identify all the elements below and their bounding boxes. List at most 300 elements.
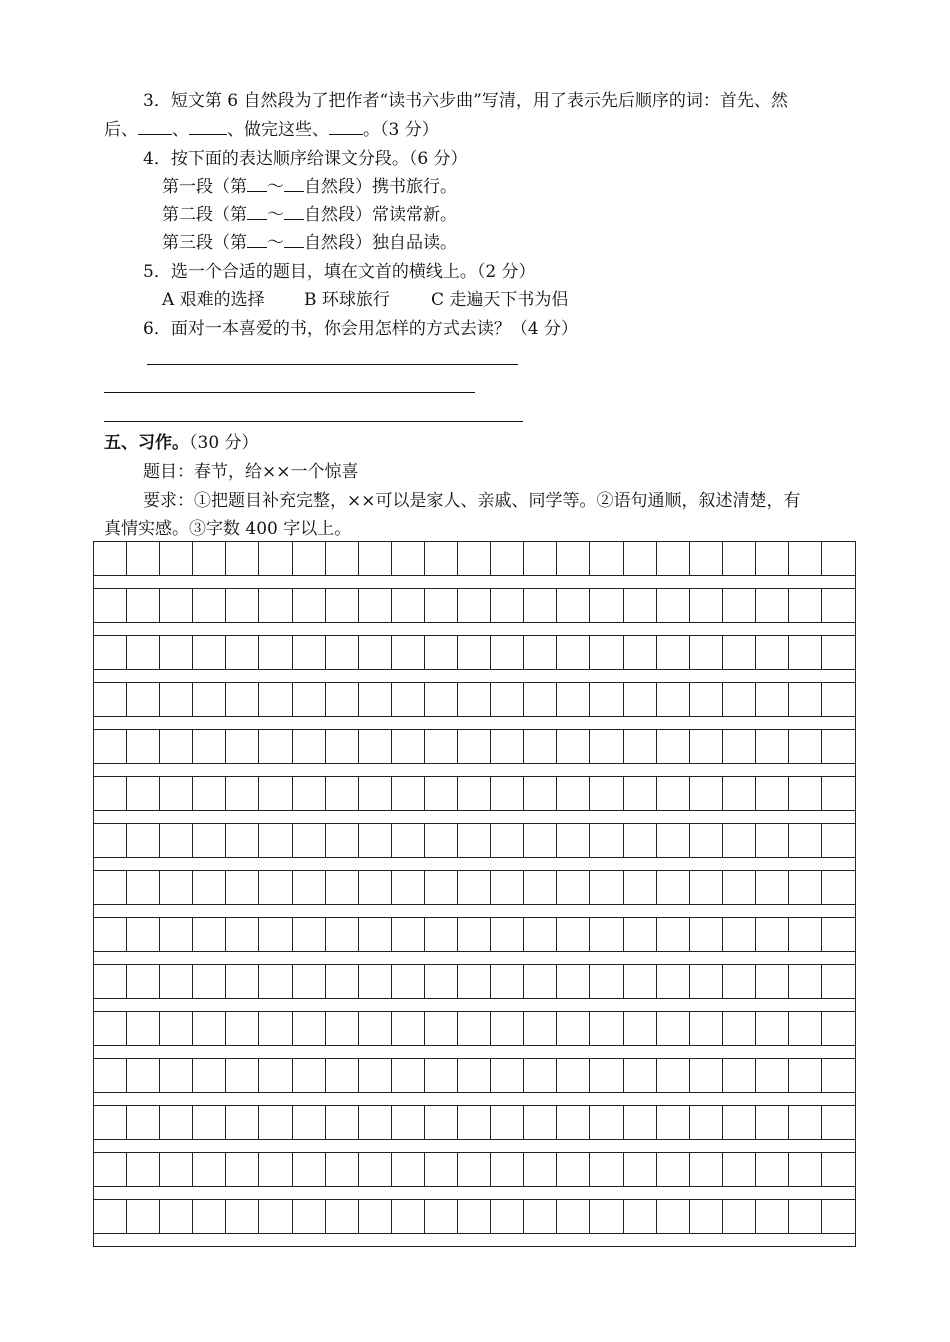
grid-cell[interactable]: [491, 965, 524, 998]
grid-cell[interactable]: [94, 683, 127, 716]
grid-cell[interactable]: [160, 871, 193, 904]
grid-cell[interactable]: [723, 824, 756, 857]
grid-cell[interactable]: [822, 589, 855, 622]
grid-cell[interactable]: [624, 824, 657, 857]
grid-cell[interactable]: [756, 1153, 789, 1186]
grid-cell[interactable]: [259, 824, 292, 857]
grid-cell[interactable]: [624, 730, 657, 763]
grid-cell[interactable]: [624, 636, 657, 669]
grid-cell[interactable]: [822, 1106, 855, 1139]
grid-cell[interactable]: [557, 918, 590, 951]
q3-blank-1[interactable]: [138, 120, 172, 135]
grid-cell[interactable]: [392, 871, 425, 904]
grid-cell[interactable]: [293, 871, 326, 904]
grid-cell[interactable]: [590, 730, 623, 763]
grid-cell[interactable]: [193, 1153, 226, 1186]
grid-cell[interactable]: [226, 777, 259, 810]
grid-cell[interactable]: [425, 871, 458, 904]
grid-cell[interactable]: [590, 542, 623, 575]
grid-cell[interactable]: [657, 1012, 690, 1045]
q4-seg2-blank-start[interactable]: [247, 205, 267, 220]
grid-cell[interactable]: [690, 871, 723, 904]
grid-cell[interactable]: [458, 1200, 491, 1233]
grid-cell[interactable]: [226, 824, 259, 857]
grid-cell[interactable]: [690, 1200, 723, 1233]
grid-cell[interactable]: [756, 871, 789, 904]
grid-cell[interactable]: [590, 589, 623, 622]
grid-cell[interactable]: [293, 683, 326, 716]
grid-cell[interactable]: [293, 1012, 326, 1045]
grid-cell[interactable]: [822, 918, 855, 951]
grid-cell[interactable]: [160, 824, 193, 857]
grid-cell[interactable]: [723, 1106, 756, 1139]
grid-cell[interactable]: [624, 683, 657, 716]
grid-cell[interactable]: [756, 589, 789, 622]
grid-cell[interactable]: [590, 777, 623, 810]
grid-cell[interactable]: [259, 542, 292, 575]
grid-cell[interactable]: [491, 1106, 524, 1139]
grid-cell[interactable]: [94, 589, 127, 622]
grid-cell[interactable]: [491, 636, 524, 669]
grid-cell[interactable]: [359, 1153, 392, 1186]
grid-cell[interactable]: [193, 636, 226, 669]
q5-option-a[interactable]: A 艰难的选择: [162, 290, 265, 310]
grid-cell[interactable]: [193, 965, 226, 998]
grid-cell[interactable]: [226, 589, 259, 622]
grid-cell[interactable]: [690, 1012, 723, 1045]
grid-cell[interactable]: [690, 636, 723, 669]
q4-seg2-blank-end[interactable]: [284, 205, 304, 220]
grid-cell[interactable]: [193, 918, 226, 951]
grid-cell[interactable]: [359, 918, 392, 951]
grid-cell[interactable]: [822, 636, 855, 669]
grid-cell[interactable]: [690, 1153, 723, 1186]
grid-cell[interactable]: [359, 777, 392, 810]
grid-cell[interactable]: [789, 1059, 822, 1092]
grid-cell[interactable]: [657, 965, 690, 998]
grid-cell[interactable]: [690, 1059, 723, 1092]
grid-cell[interactable]: [756, 1012, 789, 1045]
grid-cell[interactable]: [193, 1012, 226, 1045]
grid-cell[interactable]: [326, 1200, 359, 1233]
grid-cell[interactable]: [524, 542, 557, 575]
grid-cell[interactable]: [789, 1106, 822, 1139]
grid-cell[interactable]: [590, 1200, 623, 1233]
grid-cell[interactable]: [822, 871, 855, 904]
grid-cell[interactable]: [425, 1012, 458, 1045]
grid-cell[interactable]: [94, 1153, 127, 1186]
grid-cell[interactable]: [293, 918, 326, 951]
grid-cell[interactable]: [193, 1200, 226, 1233]
grid-cell[interactable]: [590, 824, 623, 857]
grid-cell[interactable]: [326, 683, 359, 716]
grid-cell[interactable]: [491, 777, 524, 810]
grid-cell[interactable]: [259, 965, 292, 998]
grid-cell[interactable]: [359, 1200, 392, 1233]
grid-cell[interactable]: [690, 918, 723, 951]
grid-cell[interactable]: [458, 965, 491, 998]
grid-cell[interactable]: [624, 1106, 657, 1139]
grid-cell[interactable]: [193, 542, 226, 575]
grid-cell[interactable]: [458, 683, 491, 716]
grid-cell[interactable]: [624, 1012, 657, 1045]
grid-cell[interactable]: [624, 1153, 657, 1186]
grid-cell[interactable]: [127, 965, 160, 998]
grid-cell[interactable]: [590, 1106, 623, 1139]
grid-cell[interactable]: [392, 683, 425, 716]
grid-cell[interactable]: [127, 683, 160, 716]
grid-cell[interactable]: [557, 1012, 590, 1045]
grid-cell[interactable]: [723, 542, 756, 575]
grid-cell[interactable]: [690, 824, 723, 857]
grid-cell[interactable]: [94, 1012, 127, 1045]
q4-seg3-blank-end[interactable]: [284, 233, 304, 248]
grid-cell[interactable]: [160, 730, 193, 763]
grid-cell[interactable]: [524, 1153, 557, 1186]
grid-cell[interactable]: [226, 730, 259, 763]
writing-grid[interactable]: [93, 541, 856, 1247]
grid-cell[interactable]: [359, 824, 392, 857]
grid-cell[interactable]: [491, 918, 524, 951]
grid-cell[interactable]: [491, 824, 524, 857]
grid-cell[interactable]: [94, 871, 127, 904]
grid-cell[interactable]: [624, 871, 657, 904]
grid-cell[interactable]: [524, 871, 557, 904]
grid-cell[interactable]: [557, 683, 590, 716]
grid-cell[interactable]: [690, 965, 723, 998]
grid-cell[interactable]: [491, 871, 524, 904]
grid-cell[interactable]: [127, 824, 160, 857]
grid-cell[interactable]: [723, 636, 756, 669]
grid-cell[interactable]: [193, 1059, 226, 1092]
grid-cell[interactable]: [127, 1153, 160, 1186]
grid-cell[interactable]: [392, 918, 425, 951]
grid-cell[interactable]: [590, 871, 623, 904]
grid-cell[interactable]: [624, 777, 657, 810]
grid-cell[interactable]: [723, 1012, 756, 1045]
grid-cell[interactable]: [690, 683, 723, 716]
grid-cell[interactable]: [690, 730, 723, 763]
grid-cell[interactable]: [624, 1200, 657, 1233]
grid-cell[interactable]: [226, 1153, 259, 1186]
grid-cell[interactable]: [657, 871, 690, 904]
grid-cell[interactable]: [94, 965, 127, 998]
grid-cell[interactable]: [590, 683, 623, 716]
grid-cell[interactable]: [359, 1106, 392, 1139]
grid-cell[interactable]: [425, 824, 458, 857]
q5-option-b[interactable]: B 环球旅行: [304, 290, 390, 310]
grid-cell[interactable]: [789, 918, 822, 951]
grid-cell[interactable]: [557, 589, 590, 622]
grid-cell[interactable]: [359, 871, 392, 904]
grid-cell[interactable]: [557, 1153, 590, 1186]
grid-cell[interactable]: [359, 636, 392, 669]
grid-cell[interactable]: [657, 730, 690, 763]
grid-cell[interactable]: [392, 636, 425, 669]
grid-cell[interactable]: [94, 1106, 127, 1139]
grid-cell[interactable]: [624, 1059, 657, 1092]
grid-cell[interactable]: [127, 1012, 160, 1045]
grid-cell[interactable]: [425, 636, 458, 669]
grid-cell[interactable]: [160, 683, 193, 716]
grid-cell[interactable]: [458, 1153, 491, 1186]
grid-cell[interactable]: [259, 871, 292, 904]
grid-cell[interactable]: [557, 542, 590, 575]
grid-cell[interactable]: [756, 1106, 789, 1139]
grid-cell[interactable]: [524, 1200, 557, 1233]
grid-cell[interactable]: [491, 542, 524, 575]
grid-cell[interactable]: [259, 777, 292, 810]
grid-cell[interactable]: [259, 1059, 292, 1092]
grid-cell[interactable]: [491, 1059, 524, 1092]
grid-cell[interactable]: [326, 589, 359, 622]
grid-cell[interactable]: [822, 1012, 855, 1045]
grid-cell[interactable]: [326, 965, 359, 998]
grid-cell[interactable]: [392, 1153, 425, 1186]
grid-cell[interactable]: [590, 1012, 623, 1045]
grid-cell[interactable]: [392, 1106, 425, 1139]
grid-cell[interactable]: [226, 1200, 259, 1233]
grid-cell[interactable]: [94, 777, 127, 810]
grid-cell[interactable]: [789, 871, 822, 904]
grid-cell[interactable]: [127, 589, 160, 622]
grid-cell[interactable]: [259, 1106, 292, 1139]
grid-cell[interactable]: [590, 918, 623, 951]
grid-cell[interactable]: [425, 683, 458, 716]
grid-cell[interactable]: [293, 589, 326, 622]
grid-cell[interactable]: [94, 1059, 127, 1092]
grid-cell[interactable]: [524, 965, 557, 998]
grid-cell[interactable]: [723, 1153, 756, 1186]
grid-cell[interactable]: [624, 542, 657, 575]
grid-cell[interactable]: [259, 1153, 292, 1186]
grid-cell[interactable]: [160, 918, 193, 951]
grid-cell[interactable]: [226, 965, 259, 998]
grid-cell[interactable]: [293, 636, 326, 669]
grid-cell[interactable]: [127, 542, 160, 575]
grid-cell[interactable]: [425, 542, 458, 575]
grid-cell[interactable]: [94, 1200, 127, 1233]
grid-cell[interactable]: [491, 1153, 524, 1186]
grid-cell[interactable]: [392, 730, 425, 763]
grid-cell[interactable]: [293, 965, 326, 998]
grid-cell[interactable]: [127, 918, 160, 951]
grid-cell[interactable]: [425, 1059, 458, 1092]
grid-cell[interactable]: [226, 1012, 259, 1045]
grid-cell[interactable]: [259, 636, 292, 669]
grid-cell[interactable]: [392, 1200, 425, 1233]
grid-cell[interactable]: [127, 1059, 160, 1092]
grid-cell[interactable]: [127, 777, 160, 810]
grid-cell[interactable]: [160, 1200, 193, 1233]
grid-cell[interactable]: [789, 636, 822, 669]
grid-cell[interactable]: [160, 777, 193, 810]
grid-cell[interactable]: [524, 1012, 557, 1045]
grid-cell[interactable]: [524, 918, 557, 951]
q6-answer-line-2[interactable]: [104, 392, 475, 393]
grid-cell[interactable]: [756, 636, 789, 669]
grid-cell[interactable]: [293, 824, 326, 857]
grid-cell[interactable]: [425, 1106, 458, 1139]
grid-cell[interactable]: [127, 730, 160, 763]
grid-cell[interactable]: [690, 777, 723, 810]
grid-cell[interactable]: [259, 730, 292, 763]
grid-cell[interactable]: [789, 683, 822, 716]
grid-cell[interactable]: [326, 1153, 359, 1186]
grid-cell[interactable]: [822, 1059, 855, 1092]
grid-cell[interactable]: [723, 589, 756, 622]
grid-cell[interactable]: [425, 918, 458, 951]
grid-cell[interactable]: [458, 777, 491, 810]
grid-cell[interactable]: [226, 1106, 259, 1139]
grid-cell[interactable]: [557, 730, 590, 763]
grid-cell[interactable]: [822, 730, 855, 763]
grid-cell[interactable]: [259, 683, 292, 716]
grid-cell[interactable]: [723, 730, 756, 763]
grid-cell[interactable]: [259, 1012, 292, 1045]
grid-cell[interactable]: [624, 965, 657, 998]
grid-cell[interactable]: [657, 1059, 690, 1092]
grid-cell[interactable]: [193, 589, 226, 622]
grid-cell[interactable]: [657, 636, 690, 669]
grid-cell[interactable]: [557, 636, 590, 669]
grid-cell[interactable]: [723, 918, 756, 951]
grid-cell[interactable]: [756, 824, 789, 857]
grid-cell[interactable]: [94, 730, 127, 763]
grid-cell[interactable]: [259, 1200, 292, 1233]
grid-cell[interactable]: [359, 1059, 392, 1092]
grid-cell[interactable]: [756, 542, 789, 575]
grid-cell[interactable]: [657, 683, 690, 716]
grid-cell[interactable]: [193, 777, 226, 810]
grid-cell[interactable]: [458, 1059, 491, 1092]
grid-cell[interactable]: [458, 589, 491, 622]
grid-cell[interactable]: [822, 965, 855, 998]
grid-cell[interactable]: [160, 1012, 193, 1045]
grid-cell[interactable]: [822, 777, 855, 810]
grid-cell[interactable]: [326, 542, 359, 575]
grid-cell[interactable]: [226, 683, 259, 716]
grid-cell[interactable]: [723, 683, 756, 716]
grid-cell[interactable]: [392, 965, 425, 998]
grid-cell[interactable]: [359, 1012, 392, 1045]
grid-cell[interactable]: [789, 1200, 822, 1233]
q6-answer-line-1[interactable]: [147, 364, 518, 365]
grid-cell[interactable]: [657, 589, 690, 622]
grid-cell[interactable]: [690, 1106, 723, 1139]
grid-cell[interactable]: [359, 730, 392, 763]
grid-cell[interactable]: [293, 1059, 326, 1092]
grid-cell[interactable]: [458, 824, 491, 857]
grid-cell[interactable]: [193, 824, 226, 857]
grid-cell[interactable]: [425, 589, 458, 622]
grid-cell[interactable]: [789, 1012, 822, 1045]
grid-cell[interactable]: [822, 1200, 855, 1233]
grid-cell[interactable]: [359, 965, 392, 998]
grid-cell[interactable]: [624, 589, 657, 622]
grid-cell[interactable]: [392, 589, 425, 622]
grid-cell[interactable]: [458, 730, 491, 763]
grid-cell[interactable]: [491, 1012, 524, 1045]
grid-cell[interactable]: [392, 1012, 425, 1045]
grid-cell[interactable]: [723, 777, 756, 810]
grid-cell[interactable]: [789, 965, 822, 998]
grid-cell[interactable]: [590, 1153, 623, 1186]
q4-seg3-blank-start[interactable]: [247, 233, 267, 248]
grid-cell[interactable]: [127, 636, 160, 669]
grid-cell[interactable]: [425, 777, 458, 810]
grid-cell[interactable]: [557, 1106, 590, 1139]
grid-cell[interactable]: [756, 1059, 789, 1092]
grid-cell[interactable]: [789, 1153, 822, 1186]
grid-cell[interactable]: [326, 1059, 359, 1092]
grid-cell[interactable]: [524, 1106, 557, 1139]
grid-cell[interactable]: [822, 1153, 855, 1186]
grid-cell[interactable]: [160, 1059, 193, 1092]
grid-cell[interactable]: [326, 918, 359, 951]
grid-cell[interactable]: [557, 1059, 590, 1092]
grid-cell[interactable]: [822, 683, 855, 716]
grid-cell[interactable]: [425, 965, 458, 998]
grid-cell[interactable]: [259, 918, 292, 951]
grid-cell[interactable]: [756, 918, 789, 951]
grid-cell[interactable]: [160, 589, 193, 622]
grid-cell[interactable]: [557, 965, 590, 998]
q6-answer-line-3[interactable]: [104, 421, 523, 422]
grid-cell[interactable]: [756, 730, 789, 763]
grid-cell[interactable]: [94, 824, 127, 857]
grid-cell[interactable]: [723, 965, 756, 998]
grid-cell[interactable]: [127, 1106, 160, 1139]
grid-cell[interactable]: [392, 542, 425, 575]
grid-cell[interactable]: [756, 683, 789, 716]
grid-cell[interactable]: [193, 1106, 226, 1139]
grid-cell[interactable]: [458, 542, 491, 575]
grid-cell[interactable]: [293, 777, 326, 810]
grid-cell[interactable]: [789, 542, 822, 575]
grid-cell[interactable]: [193, 730, 226, 763]
grid-cell[interactable]: [160, 636, 193, 669]
grid-cell[interactable]: [557, 777, 590, 810]
grid-cell[interactable]: [293, 730, 326, 763]
grid-cell[interactable]: [590, 965, 623, 998]
grid-cell[interactable]: [491, 730, 524, 763]
grid-cell[interactable]: [226, 871, 259, 904]
grid-cell[interactable]: [690, 589, 723, 622]
grid-cell[interactable]: [723, 1200, 756, 1233]
grid-cell[interactable]: [226, 542, 259, 575]
q3-blank-2[interactable]: [189, 120, 227, 135]
grid-cell[interactable]: [259, 589, 292, 622]
grid-cell[interactable]: [193, 871, 226, 904]
grid-cell[interactable]: [723, 1059, 756, 1092]
grid-cell[interactable]: [193, 683, 226, 716]
grid-cell[interactable]: [94, 636, 127, 669]
grid-cell[interactable]: [326, 1106, 359, 1139]
grid-cell[interactable]: [590, 1059, 623, 1092]
grid-cell[interactable]: [359, 542, 392, 575]
grid-cell[interactable]: [657, 824, 690, 857]
grid-cell[interactable]: [822, 542, 855, 575]
q5-option-c[interactable]: C 走遍天下书为侣: [431, 290, 569, 310]
grid-cell[interactable]: [458, 636, 491, 669]
grid-cell[interactable]: [822, 824, 855, 857]
grid-cell[interactable]: [293, 1153, 326, 1186]
grid-cell[interactable]: [524, 1059, 557, 1092]
grid-cell[interactable]: [789, 777, 822, 810]
grid-cell[interactable]: [491, 683, 524, 716]
grid-cell[interactable]: [524, 824, 557, 857]
